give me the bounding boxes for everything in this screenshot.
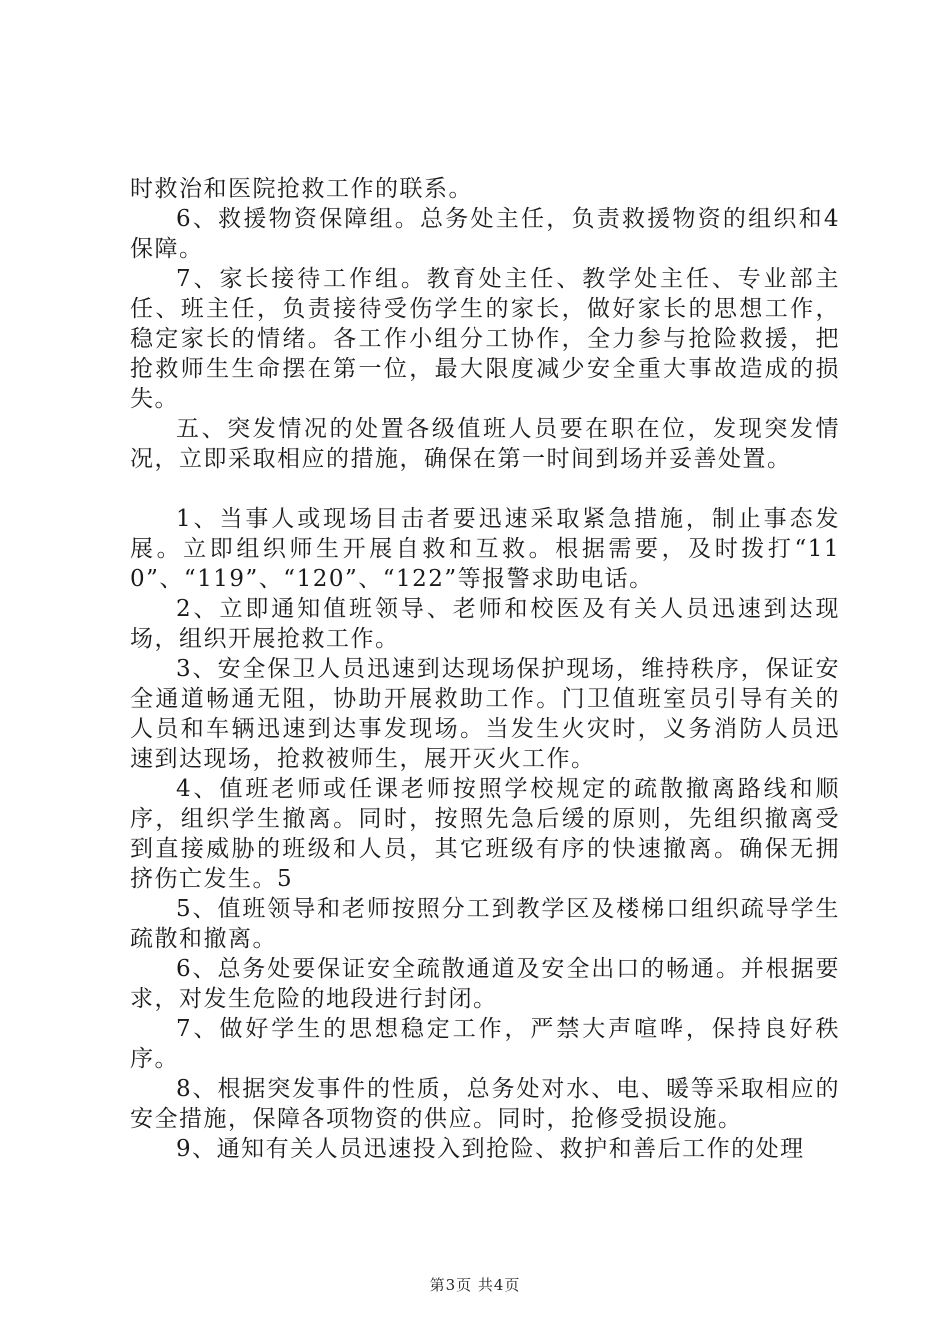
paragraph-item-1: 1、当事人或现场目击者要迅速采取紧急措施，制止事态发展。立即组织师生开展自救和互救。根据需要，及时拨打“110”、“119”、“120”、“122”等报警求助电话。 xyxy=(130,506,840,592)
paragraph-item-3: 3、安全保卫人员迅速到达现场保护现场，维持秩序，保证安全通道畅通无阻，协助开展救助工作。门卫值班室员引导有关的人员和车辆迅速到达事发现场。当发生火灾时，义务消防人员迅速到达现场，抢救被师生，展开灭火工作。 xyxy=(130,656,840,772)
paragraph-supply-group: 6、救援物资保障组。总务处主任，负责救援物资的组织和4保障。 xyxy=(130,206,840,262)
paragraph-item-7: 7、做好学生的思想稳定工作，严禁大声喧哗，保持良好秩序。 xyxy=(130,1016,840,1072)
paragraph-item-4: 4、值班老师或任课老师按照学校规定的疏散撤离路线和顺序，组织学生撤离。同时，按照先急后缓的原则，先组织撤离受到直接威胁的班级和人员，其它班级有序的快速撤离。确保无拥挤伤亡发生。5 xyxy=(130,776,840,892)
document-body xyxy=(130,174,840,1164)
paragraph-item-8: 8、根据突发事件的性质，总务处对水、电、暖等采取相应的安全措施，保障各项物资的供应。同时，抢修受损设施。 xyxy=(130,1076,840,1132)
paragraph-section-five: 五、突发情况的处置各级值班人员要在职在位，发现突发情况，立即采取相应的措施，确保在第一时间到场并妥善处置。 xyxy=(130,416,840,472)
paragraph-item-5: 5、值班领导和老师按照分工到教学区及楼梯口组织疏导学生疏散和撤离。 xyxy=(130,896,840,952)
paragraph-item-2: 2、立即通知值班领导、老师和校医及有关人员迅速到达现场，组织开展抢救工作。 xyxy=(130,596,840,652)
page-number-footer: 第3页 共4页 xyxy=(429,1276,521,1294)
paragraph-item-6: 6、总务处要保证安全疏散通道及安全出口的畅通。并根据要求，对发生危险的地段进行封闭。 xyxy=(130,956,840,1012)
paragraph-item-9: 9、通知有关人员迅速投入到抢险、救护和善后工作的处理 xyxy=(176,1136,805,1162)
paragraph-continuation: 时救治和医院抢救工作的联系。 xyxy=(130,176,473,202)
paragraph-parent-reception-group: 7、家长接待工作组。教育处主任、教学处主任、专业部主任、班主任，负责接待受伤学生的家长，做好家长的思想工作，稳定家长的情绪。各工作小组分工协作，全力参与抢险救援，把抢救师生生命摆在第一位，最大限度减少安全重大事故造成的损失。 xyxy=(130,266,840,412)
paragraph-gap xyxy=(130,474,840,504)
